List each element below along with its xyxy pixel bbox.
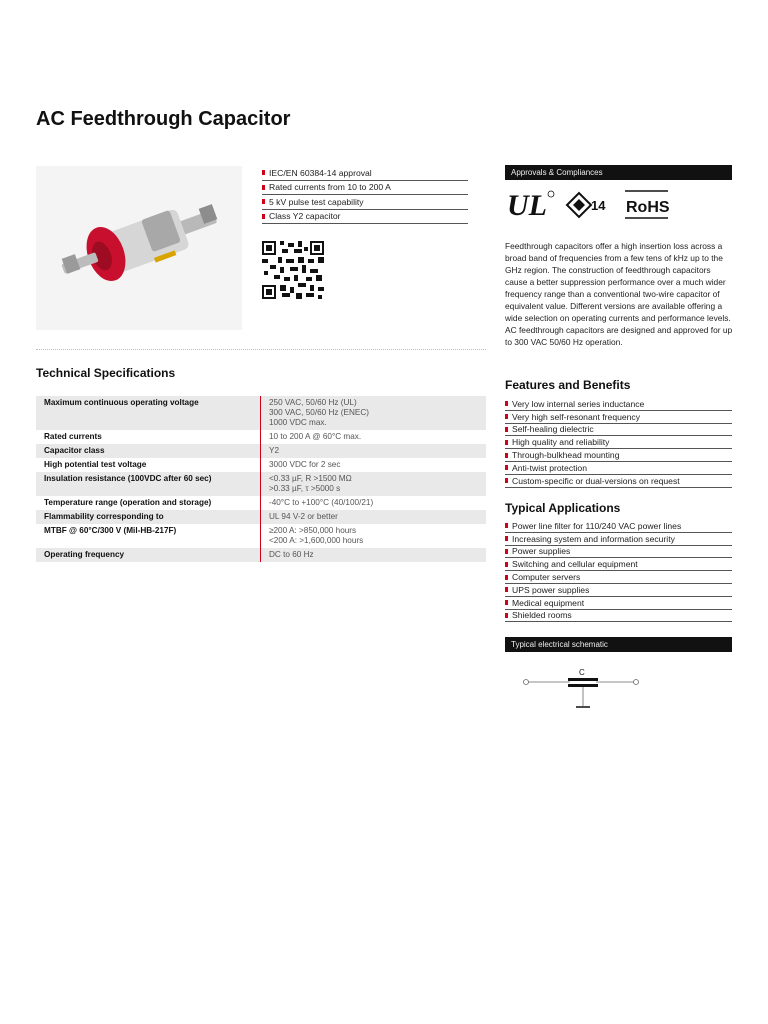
bullet-icon [262, 199, 265, 204]
bullet-icon [505, 478, 508, 483]
bullet-icon [505, 401, 508, 406]
list-item: Shielded rooms [505, 610, 732, 623]
list-item: Medical equipment [505, 597, 732, 610]
list-item: Power supplies [505, 546, 732, 559]
bullet-icon [505, 600, 508, 605]
schematic-header: Typical electrical schematic [505, 637, 732, 652]
bullet-icon [505, 536, 508, 541]
section-title-applications: Typical Applications [505, 501, 621, 515]
list-item: Very low internal series inductance [505, 398, 732, 411]
table-row: Maximum continuous operating voltage 250 VAC, 50/60 Hz (UL) 300 VAC, 50/60 Hz (ENEC) 1000 VDC max. [36, 396, 486, 430]
bullet-icon [505, 465, 508, 470]
list-item: IEC/EN 60384-14 approval [262, 166, 468, 181]
list-item: UPS power supplies [505, 584, 732, 597]
bullet-icon [505, 523, 508, 528]
bullet-icon [505, 427, 508, 432]
page-title: AC Feedthrough Capacitor [36, 108, 291, 130]
applications-list [505, 520, 732, 622]
electrical-schematic [518, 664, 714, 714]
list-item: Custom-specific or dual-versions on request [505, 475, 732, 488]
bullet-icon [262, 214, 265, 219]
bullet-icon [505, 414, 508, 419]
certification-logos [505, 189, 675, 221]
table-row: MTBF @ 60°C/300 V (Mil-HB-217F) ≥200 A: >850,000 hours <200 A: >1,600,000 hours [36, 524, 486, 548]
list-item: Switching and cellular equipment [505, 558, 732, 571]
table-row: Capacitor class Y2 [36, 444, 486, 458]
list-item: Increasing system and information security [505, 533, 732, 546]
table-row: High potential test voltage 3000 VDC for 2 sec [36, 458, 486, 472]
bullet-icon [505, 549, 508, 554]
list-item: Class Y2 capacitor [262, 210, 468, 225]
list-item: Self-healing dielectric [505, 424, 732, 437]
table-row: Rated currents 10 to 200 A @ 60°C max. [36, 430, 486, 444]
bullet-icon [505, 562, 508, 567]
list-item: 5 kV pulse test capability [262, 195, 468, 210]
list-item: Computer servers [505, 571, 732, 584]
bullet-icon [262, 185, 265, 190]
list-item: High quality and reliability [505, 436, 732, 449]
product-description: Feedthrough capacitors offer a high insertion loss across a broad band of frequencies from a few tens of kHz up to the GHz region. The construction of feedthrough capacitors cause a better suppression performance over a much wider frequency range than a conventional two-wire capacitor of equivalent value. Different versions are available offering a wide selection on operating currents and performance levels. AC feedthrough capacitors are designed and approved for up to 300 VAC 50/60 Hz operation. [505, 241, 733, 347]
section-title-features: Features and Benefits [505, 378, 631, 392]
section-title-specs: Technical Specifications [36, 366, 176, 380]
list-item: Through-bulkhead mounting [505, 449, 732, 462]
capacitor-label: C [579, 668, 585, 677]
list-item: Very high self-resonant frequency [505, 411, 732, 424]
svg-text:UL: UL [507, 189, 547, 221]
specs-table [36, 396, 486, 562]
svg-text:RoHS: RoHS [626, 199, 670, 216]
section-divider [36, 349, 486, 350]
list-item: Anti-twist protection [505, 462, 732, 475]
highlights-list [262, 166, 468, 224]
table-row: Operating frequency DC to 60 Hz [36, 548, 486, 562]
features-list [505, 398, 732, 488]
qr-code-icon[interactable] [262, 241, 324, 299]
enec-logo-icon [567, 193, 606, 217]
bullet-icon [505, 613, 508, 618]
list-item: Power line filter for 110/240 VAC power lines [505, 520, 732, 533]
bullet-icon [505, 587, 508, 592]
list-item: Rated currents from 10 to 200 A [262, 181, 468, 196]
bullet-icon [262, 170, 265, 175]
table-row: Insulation resistance (100VDC after 60 sec) <0.33 µF, R >1500 MΩ >0.33 µF, τ >5000 s [36, 472, 486, 496]
table-row: Flammability corresponding to UL 94 V-2 or better [36, 510, 486, 524]
svg-text:14: 14 [591, 198, 606, 213]
bullet-icon [505, 453, 508, 458]
bullet-icon [505, 440, 508, 445]
bullet-icon [505, 575, 508, 580]
ul-logo-icon [507, 189, 554, 221]
rohs-logo-icon [625, 191, 670, 218]
table-row: Temperature range (operation and storage) -40°C to +100°C (40/100/21) [36, 496, 486, 510]
product-image [36, 166, 242, 330]
approvals-header: Approvals & Compliances [505, 165, 732, 180]
